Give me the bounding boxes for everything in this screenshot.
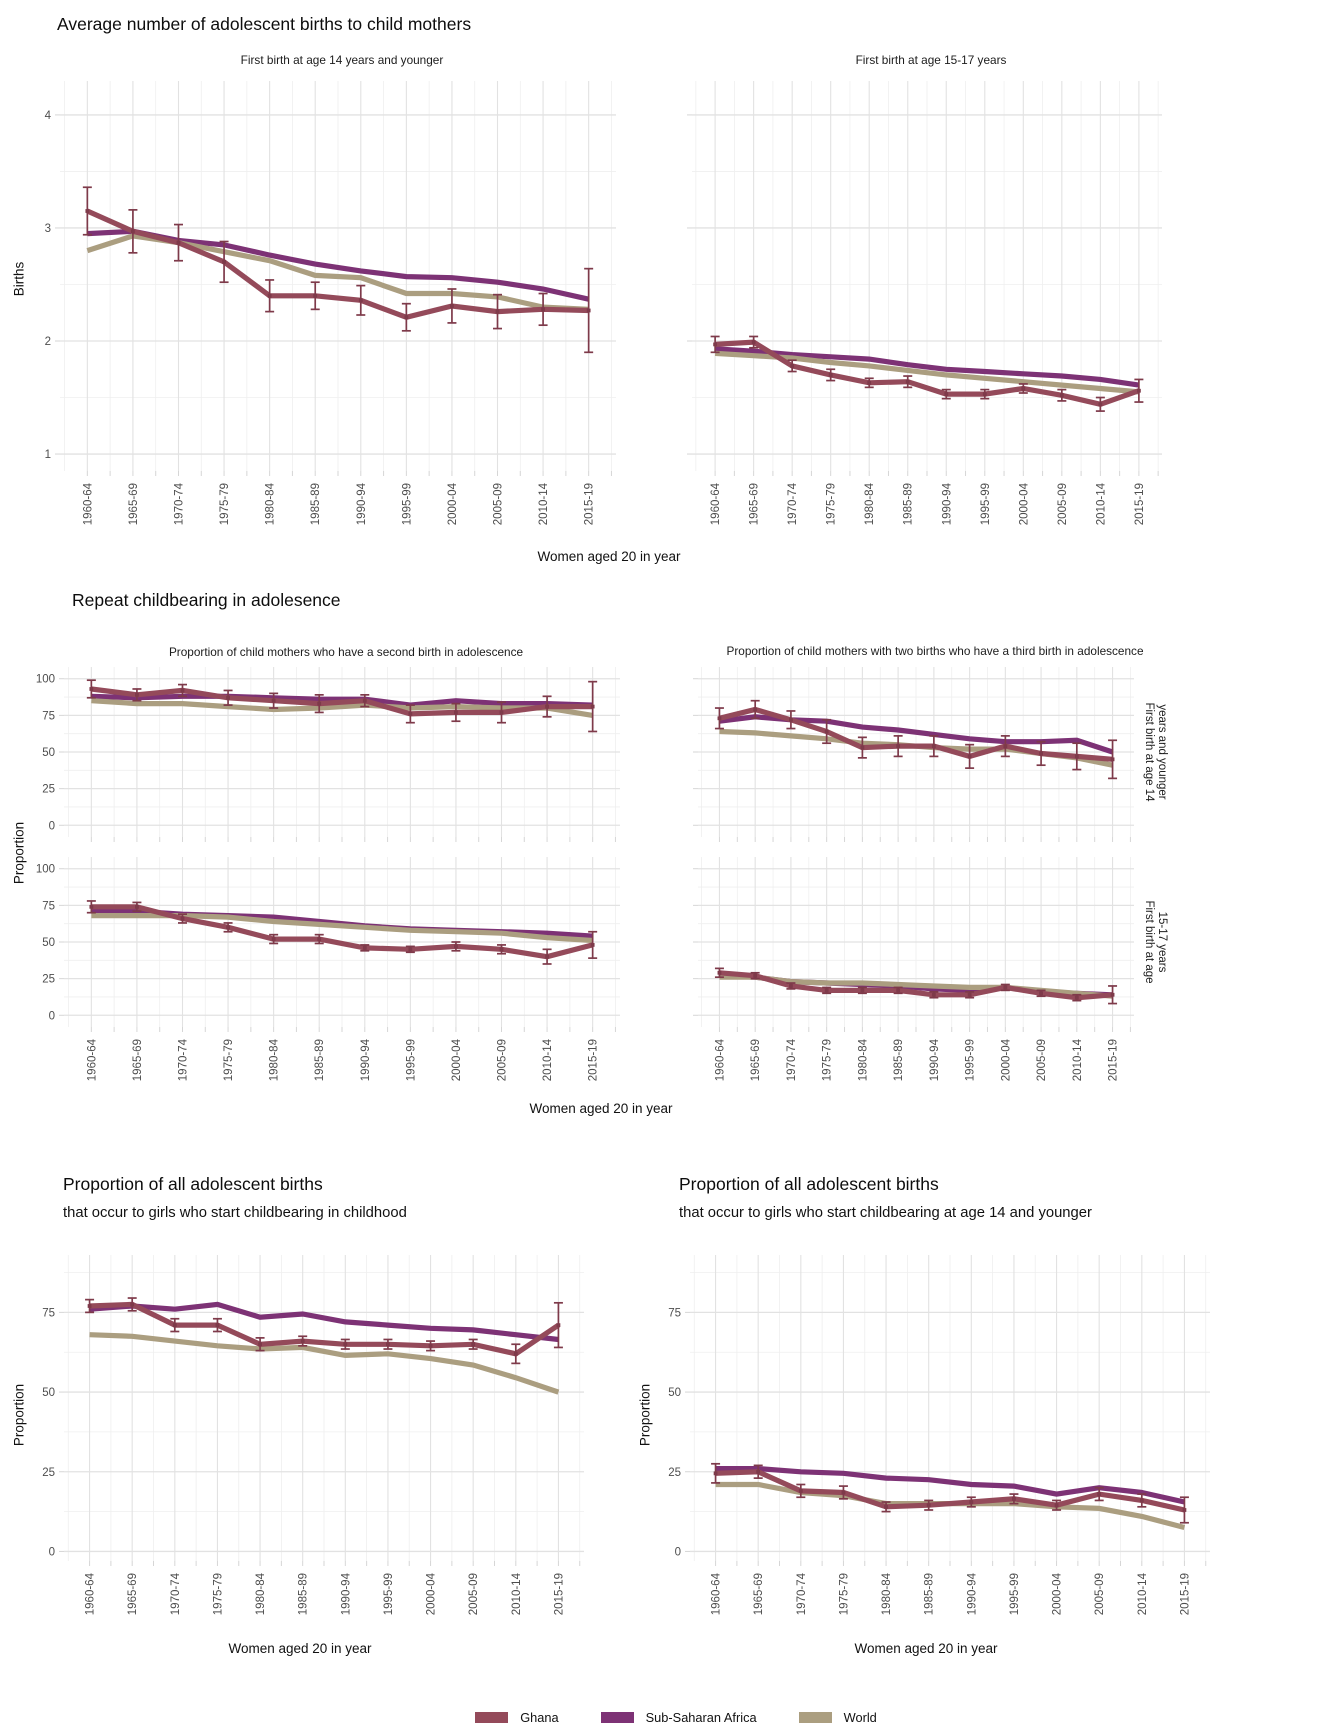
svg-text:2005-09: 2005-09 bbox=[1056, 483, 1069, 526]
chart-births-age14 bbox=[30, 73, 624, 547]
svg-text:1995-99: 1995-99 bbox=[382, 1573, 395, 1616]
svg-text:2010-14: 2010-14 bbox=[1136, 1573, 1149, 1616]
chart-births-age1517 bbox=[682, 73, 1170, 547]
svg-text:1965-69: 1965-69 bbox=[131, 1039, 144, 1082]
panel-prop-childhood bbox=[8, 1174, 592, 1656]
section-average-births bbox=[8, 14, 1344, 564]
svg-text:2010-14: 2010-14 bbox=[542, 1039, 555, 1082]
svg-text:1970-74: 1970-74 bbox=[177, 1039, 190, 1082]
svg-text:25: 25 bbox=[668, 1466, 681, 1479]
chart-prop-age14 bbox=[656, 1247, 1218, 1639]
y-axis-title-proportion: Proportion bbox=[11, 821, 27, 885]
svg-text:1960-64: 1960-64 bbox=[86, 1039, 99, 1082]
panel-title: First birth at age 14 years and younger bbox=[240, 53, 444, 67]
svg-text:50: 50 bbox=[42, 747, 55, 759]
svg-text:2010-14: 2010-14 bbox=[1095, 483, 1108, 526]
svg-text:1990-94: 1990-94 bbox=[928, 1039, 941, 1082]
x-axis-title: Women aged 20 in year bbox=[854, 1641, 998, 1656]
svg-text:1985-89: 1985-89 bbox=[902, 483, 915, 526]
svg-text:1995-99: 1995-99 bbox=[405, 1039, 418, 1082]
svg-text:2005-09: 2005-09 bbox=[1036, 1039, 1049, 1082]
svg-text:1960-64: 1960-64 bbox=[710, 483, 723, 526]
section-repeat-childbearing bbox=[8, 590, 1344, 1116]
svg-text:1980-84: 1980-84 bbox=[268, 1039, 281, 1082]
panel-first-birth-1517 bbox=[682, 53, 1170, 547]
section1-title: Average number of adolescent births to child mothers bbox=[57, 14, 472, 34]
svg-text:First birth at age 14: First birth at age 14 bbox=[1143, 702, 1155, 802]
chart-prop-childhood bbox=[30, 1247, 592, 1639]
svg-text:3: 3 bbox=[44, 222, 51, 235]
svg-text:0: 0 bbox=[48, 1010, 55, 1023]
svg-text:2015-19: 2015-19 bbox=[587, 1039, 600, 1082]
svg-text:1970-74: 1970-74 bbox=[785, 1039, 798, 1082]
svg-text:50: 50 bbox=[42, 1387, 55, 1400]
svg-text:1970-74: 1970-74 bbox=[795, 1573, 808, 1616]
svg-text:2000-04: 2000-04 bbox=[446, 483, 459, 526]
ghana-color-swatch bbox=[475, 1712, 508, 1723]
panel-prop-age14 bbox=[634, 1174, 1218, 1656]
panel-subtitle: that occur to girls who start childbearing at age 14 and younger bbox=[679, 1205, 1092, 1221]
panel-third-birth bbox=[688, 627, 1172, 1099]
svg-text:1965-69: 1965-69 bbox=[753, 1573, 766, 1616]
legend-item-world: World bbox=[799, 1710, 877, 1725]
svg-text:1975-79: 1975-79 bbox=[223, 1039, 236, 1082]
svg-text:1990-94: 1990-94 bbox=[355, 483, 368, 526]
svg-text:1965-69: 1965-69 bbox=[127, 1573, 140, 1616]
svg-text:1980-84: 1980-84 bbox=[864, 483, 877, 526]
svg-text:2015-19: 2015-19 bbox=[1133, 483, 1146, 526]
panel-first-birth-14 bbox=[30, 53, 624, 547]
ssa-color-swatch bbox=[601, 1712, 634, 1723]
panel-title: Proportion of all adolescent births bbox=[679, 1174, 939, 1194]
svg-text:2000-04: 2000-04 bbox=[1000, 1039, 1013, 1082]
svg-text:25: 25 bbox=[42, 1466, 55, 1479]
svg-text:1985-89: 1985-89 bbox=[314, 1039, 327, 1082]
panel-title: Proportion of all adolescent births bbox=[63, 1174, 323, 1194]
svg-text:1: 1 bbox=[44, 449, 51, 462]
svg-text:75: 75 bbox=[668, 1307, 681, 1320]
svg-text:1995-99: 1995-99 bbox=[401, 483, 414, 526]
panel-title: First birth at age 15-17 years bbox=[855, 53, 1007, 67]
panel-title: Proportion of child mothers with two births who have a third birth in adolescence bbox=[726, 644, 1144, 659]
svg-text:1985-89: 1985-89 bbox=[893, 1039, 906, 1082]
panel-subtitle: that occur to girls who start childbearing in childhood bbox=[63, 1205, 407, 1221]
svg-text:1995-99: 1995-99 bbox=[1008, 1573, 1021, 1616]
svg-text:2010-14: 2010-14 bbox=[1071, 1039, 1084, 1082]
svg-text:0: 0 bbox=[48, 1546, 55, 1559]
svg-text:50: 50 bbox=[668, 1387, 681, 1400]
svg-text:1970-74: 1970-74 bbox=[787, 483, 800, 526]
chart-third-birth bbox=[688, 663, 1172, 1099]
x-axis-title: Women aged 20 in year bbox=[537, 549, 681, 564]
chart-second-birth bbox=[30, 663, 628, 1099]
svg-text:2005-09: 2005-09 bbox=[492, 482, 505, 526]
panel-second-birth bbox=[30, 627, 628, 1099]
svg-text:1995-99: 1995-99 bbox=[964, 1039, 977, 1082]
x-axis-title: Women aged 20 in year bbox=[529, 1101, 673, 1116]
svg-text:2010-14: 2010-14 bbox=[510, 1573, 523, 1616]
svg-text:1970-74: 1970-74 bbox=[173, 483, 186, 526]
svg-text:2000-04: 2000-04 bbox=[1018, 483, 1031, 526]
svg-text:1985-89: 1985-89 bbox=[310, 483, 323, 526]
svg-text:1975-79: 1975-79 bbox=[212, 1573, 225, 1616]
svg-text:0: 0 bbox=[674, 1546, 681, 1559]
svg-text:1960-64: 1960-64 bbox=[84, 1573, 97, 1616]
svg-text:1975-79: 1975-79 bbox=[838, 1573, 851, 1616]
svg-text:1960-64: 1960-64 bbox=[82, 483, 95, 526]
svg-text:2010-14: 2010-14 bbox=[538, 483, 551, 526]
svg-text:1980-84: 1980-84 bbox=[881, 1573, 894, 1616]
svg-text:2015-19: 2015-19 bbox=[1179, 1573, 1192, 1616]
legend bbox=[8, 1710, 1344, 1725]
svg-text:1985-89: 1985-89 bbox=[923, 1573, 936, 1616]
section2-title: Repeat childbearing in adolesence bbox=[72, 590, 341, 610]
svg-text:4: 4 bbox=[44, 109, 51, 122]
svg-text:75: 75 bbox=[42, 1307, 55, 1320]
svg-text:First birth at age: First birth at age bbox=[1143, 900, 1155, 984]
svg-text:2015-19: 2015-19 bbox=[1107, 1039, 1120, 1082]
svg-text:1990-94: 1990-94 bbox=[966, 1573, 979, 1616]
svg-text:1965-69: 1965-69 bbox=[127, 483, 140, 526]
svg-text:1960-64: 1960-64 bbox=[710, 1573, 723, 1616]
svg-text:75: 75 bbox=[42, 710, 55, 723]
svg-text:1965-69: 1965-69 bbox=[748, 483, 761, 526]
svg-text:100: 100 bbox=[35, 673, 55, 686]
svg-text:25: 25 bbox=[42, 783, 55, 796]
svg-text:1975-79: 1975-79 bbox=[219, 483, 232, 526]
svg-text:1990-94: 1990-94 bbox=[359, 1039, 372, 1082]
svg-text:2005-09: 2005-09 bbox=[468, 1573, 481, 1616]
y-axis-title-proportion: Proportion bbox=[11, 1383, 27, 1447]
svg-text:25: 25 bbox=[42, 973, 55, 986]
svg-text:1990-94: 1990-94 bbox=[941, 483, 954, 526]
svg-text:1980-84: 1980-84 bbox=[264, 483, 277, 526]
svg-text:100: 100 bbox=[35, 863, 55, 876]
svg-text:1970-74: 1970-74 bbox=[169, 1573, 182, 1616]
y-axis-title-births: Births bbox=[11, 261, 27, 297]
svg-text:2000-04: 2000-04 bbox=[450, 1039, 463, 1082]
svg-text:2005-09: 2005-09 bbox=[496, 1039, 509, 1082]
svg-text:1960-64: 1960-64 bbox=[714, 1039, 727, 1082]
svg-text:1975-79: 1975-79 bbox=[821, 1039, 834, 1082]
world-color-swatch bbox=[799, 1712, 832, 1723]
y-axis-title-proportion: Proportion bbox=[637, 1383, 653, 1447]
svg-text:1965-69: 1965-69 bbox=[750, 1039, 763, 1082]
section-proportion-all-births bbox=[8, 1174, 1344, 1656]
svg-text:75: 75 bbox=[42, 900, 55, 913]
x-axis-title: Women aged 20 in year bbox=[228, 1641, 372, 1656]
svg-text:2: 2 bbox=[44, 336, 51, 348]
svg-text:1975-79: 1975-79 bbox=[825, 483, 838, 526]
svg-text:2000-04: 2000-04 bbox=[425, 1573, 438, 1616]
legend-item-ssa: Sub-Saharan Africa bbox=[601, 1710, 757, 1725]
svg-text:15-17 years: 15-17 years bbox=[1156, 911, 1168, 973]
svg-text:1980-84: 1980-84 bbox=[857, 1039, 870, 1082]
svg-text:years and younger: years and younger bbox=[1156, 704, 1168, 800]
svg-text:2015-19: 2015-19 bbox=[583, 483, 596, 526]
panel-title: Proportion of child mothers who have a second birth in adolescence bbox=[168, 645, 524, 659]
svg-text:0: 0 bbox=[48, 820, 55, 833]
legend-item-ghana: Ghana bbox=[475, 1710, 558, 1725]
svg-text:1985-89: 1985-89 bbox=[297, 1573, 310, 1616]
svg-text:1980-84: 1980-84 bbox=[255, 1573, 268, 1616]
svg-text:2000-04: 2000-04 bbox=[1051, 1573, 1064, 1616]
svg-text:2005-09: 2005-09 bbox=[1094, 1573, 1107, 1616]
svg-text:50: 50 bbox=[42, 937, 55, 949]
svg-text:2015-19: 2015-19 bbox=[553, 1573, 566, 1616]
svg-text:1995-99: 1995-99 bbox=[979, 483, 992, 526]
svg-text:1990-94: 1990-94 bbox=[340, 1573, 353, 1616]
